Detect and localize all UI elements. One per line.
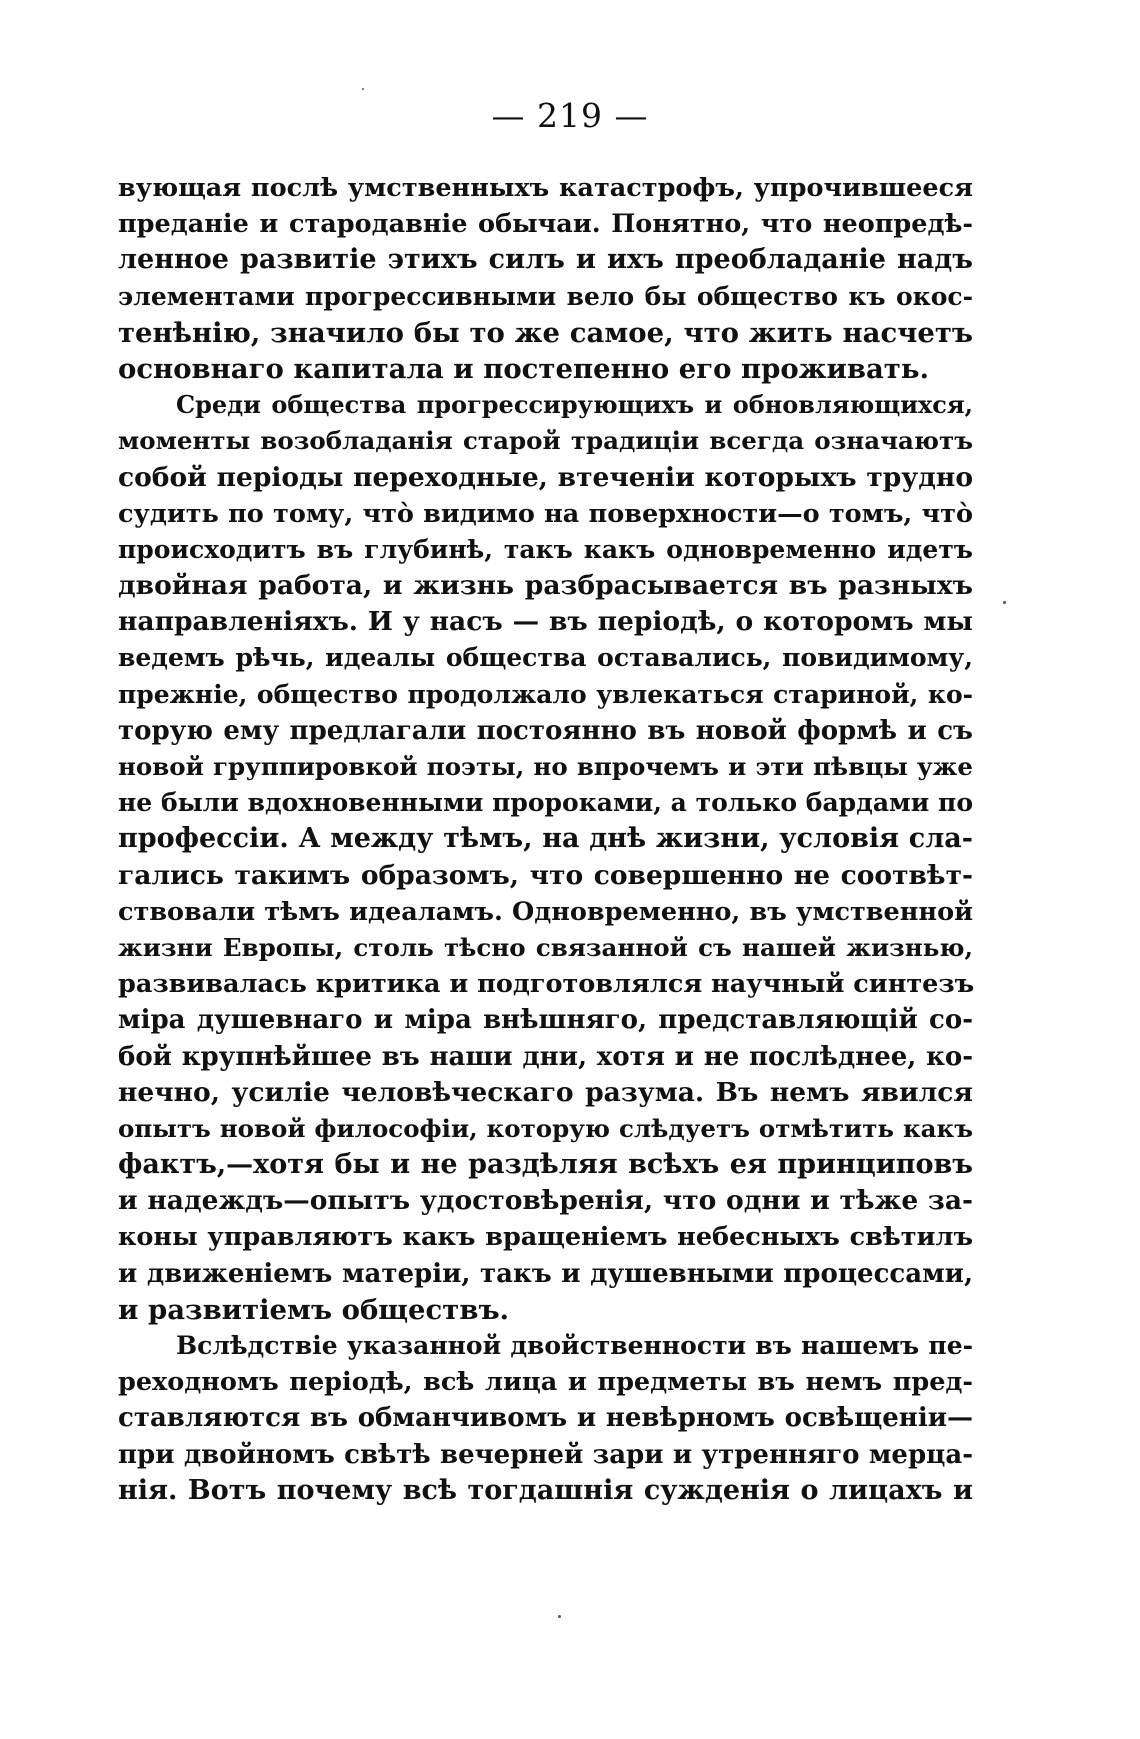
text-line: торую ему предлагали постоянно въ новой формѣ и съ — [118, 715, 973, 746]
text-line: ленное развитіе этихъ силъ и ихъ преобладаніе надъ — [118, 244, 973, 276]
text-line: прежніе, общество продолжало увлекаться стариной, ко- — [118, 679, 973, 709]
text-line: тенѣнію, значило бы то же самое, что жить насчетъ — [118, 316, 973, 349]
text-line: реходномъ періодѣ, всѣ лица и предметы въ немъ пред- — [118, 1367, 973, 1398]
text-line: коны управляютъ какъ вращеніемъ небесныхъ свѣтилъ — [118, 1222, 973, 1253]
text-line: элементами прогрессивными вело бы общество къ окос- — [118, 281, 973, 311]
paragraph-1 — [118, 170, 973, 387]
text-line: профессіи. А между тѣмъ, на днѣ жизни, условія сла- — [118, 823, 973, 855]
text-line: при двойномъ свѣтѣ вечерней зари и утренняго мерца- — [118, 1439, 973, 1470]
text-line: вующая послѣ умственныхъ катастрофъ, упрочившееся — [118, 173, 973, 203]
text-line: моменты возобладанія старой традиціи всегда означаютъ — [118, 426, 973, 456]
text-line: нія. Вотъ почему всѣ тогдашнія сужденія о лицахъ и — [118, 1474, 973, 1506]
scan-speck — [362, 88, 364, 90]
body-text — [118, 170, 973, 1509]
text-line: бой крупнѣйшее въ наши дни, хотя и не послѣднее, ко- — [118, 1041, 973, 1072]
text-line: судить по тому, что̀ видимо на поверхности—о томъ, что̀ — [118, 498, 973, 529]
text-line: жизни Европы, столь тѣсно связанной съ нашей жизнью, — [118, 932, 973, 962]
text-line: фактъ,—хотя бы и не раздѣляя всѣхъ ея принциповъ — [118, 1149, 973, 1181]
text-line: и надеждъ—опытъ удостовѣренія, что одни и тѣже за- — [118, 1185, 973, 1217]
text-line: нечно, усиліе человѣческаго разума. Въ немъ явился — [118, 1076, 973, 1108]
paragraph-2 — [118, 387, 973, 1328]
scan-speck — [558, 1615, 561, 1618]
text-line: гались такимъ образомъ, что совершенно не соотвѣт- — [118, 859, 973, 891]
scan-speck — [1003, 601, 1006, 604]
text-line: и движеніемъ матеріи, такъ и душевными процессами, — [118, 1258, 973, 1289]
text-line: Среди общества прогрессирующихъ и обновляющихся, — [176, 390, 973, 420]
text-line: ставляются въ обманчивомъ и невѣрномъ освѣщеніи— — [118, 1403, 973, 1434]
text-line: происходитъ въ глубинѣ, такъ какъ одновременно идетъ — [118, 534, 973, 564]
text-line: Вслѣдствіе указанной двойственности въ нашемъ пе- — [176, 1331, 973, 1360]
text-line: и развитіемъ обществъ. — [118, 1293, 510, 1326]
page-number: — 219 — — [491, 96, 649, 135]
text-line: опытъ новой философіи, которую слѣдуетъ отмѣтить какъ — [118, 1113, 973, 1143]
text-line: ствовали тѣмъ идеаламъ. Одновременно, въ умственной — [118, 896, 973, 927]
text-line: двойная работа, и жизнь разбрасывается въ разныхъ — [118, 570, 973, 602]
text-line: основнаго капитала и постепенно его проживать. — [118, 352, 930, 385]
text-line: не были вдохновенными пророками, а только бардами по — [118, 788, 973, 818]
text-line: преданіе и стародавніе обычаи. Понятно, что неопредѣ- — [118, 209, 973, 240]
text-line: ведемъ рѣчь, идеалы общества оставались, повидимому, — [118, 643, 973, 673]
text-line: міра душевнаго и міра внѣшняго, представляющій со- — [118, 1005, 973, 1036]
text-line: собой періоды переходные, втеченіи которыхъ трудно — [118, 461, 973, 493]
text-line: направленіяхъ. И у насъ — въ періодѣ, о которомъ мы — [118, 606, 973, 638]
text-line: развивалась критика и подготовлялся научный синтезъ — [118, 969, 975, 1000]
paragraph-3 — [118, 1328, 973, 1509]
text-line: новой группировкой поэты, но впрочемъ и эти пѣвцы уже — [118, 752, 973, 781]
